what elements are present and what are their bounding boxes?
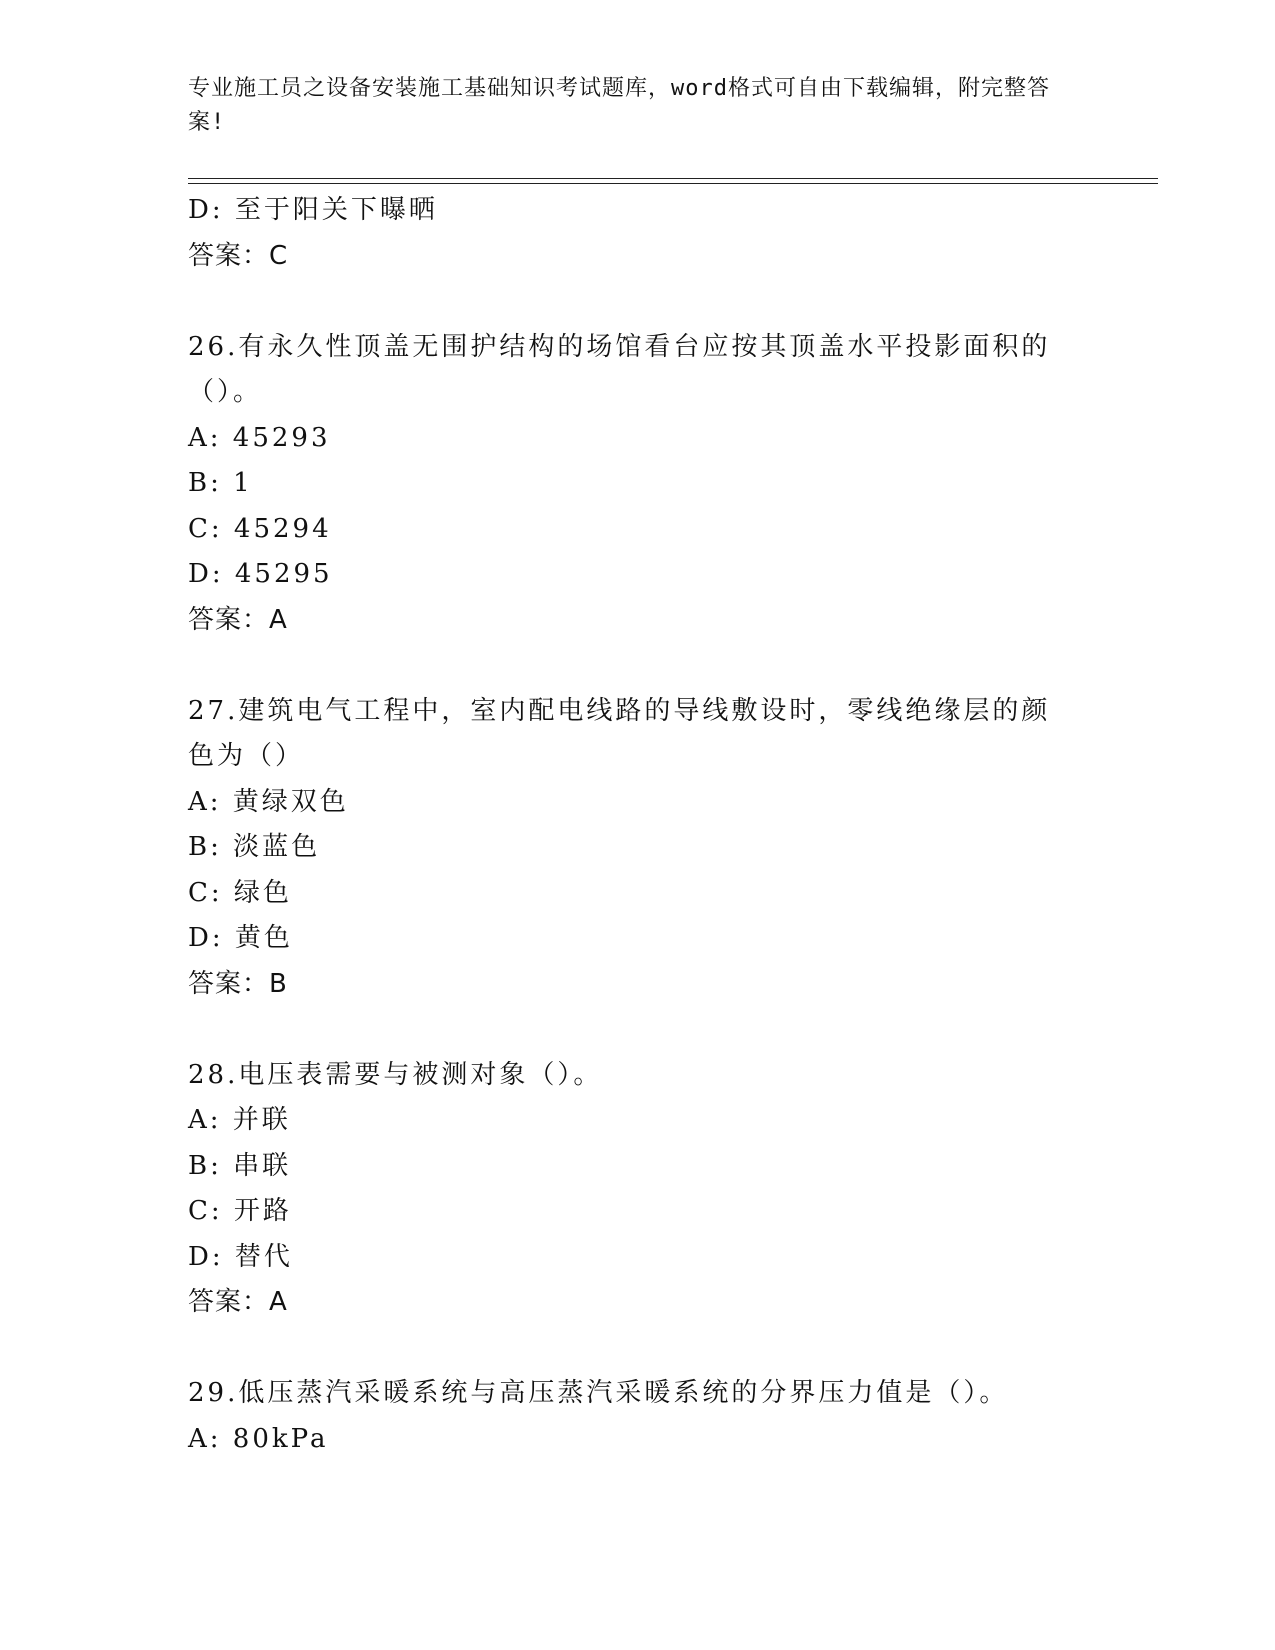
spacer [188,643,1088,689]
question-stem: 26.有永久性顶盖无围护结构的场馆看台应按其顶盖水平投影面积的（）。 [188,331,1051,407]
question-block [188,689,1088,1008]
option-a: A: 80kPa [188,1423,329,1454]
answer-line: 答案：B [188,968,288,999]
option-c: C: 开路 [188,1196,292,1226]
spacer [188,279,1088,325]
option-a: A: 黄绿双色 [188,786,349,817]
option-b: B: 串联 [188,1150,292,1181]
option-d: D: 45295 [188,559,333,589]
document-header: 专业施工员之设备安装施工基础知识考试题库，word格式可自由下载编辑，附完整答案! [188,76,1050,135]
question-block [188,1371,1088,1462]
option-d: D: 黄色 [188,923,293,953]
option-c: C: 绿色 [188,877,292,908]
question-stem: 29.低压蒸汽采暖系统与高压蒸汽采暖系统的分界压力值是（）。 [188,1378,1009,1408]
option-d: D: 至于阳关下曝晒 [188,195,438,225]
option-a: A: 45293 [188,422,331,453]
question-list [188,188,1088,1462]
question-stem: 27.建筑电气工程中，室内配电线路的导线敷设时，零线绝缘层的颜色为（） [188,695,1051,771]
spacer [188,1007,1088,1053]
answer-line: 答案：C [188,240,289,271]
header-divider-bottom [188,183,1158,184]
spacer [188,1326,1088,1372]
option-c: C: 45294 [188,513,332,544]
question-stem: 28.电压表需要与被测对象（）。 [188,1059,603,1090]
question-block [188,1053,1088,1326]
option-a: A: 并联 [188,1105,291,1135]
header-divider-top [188,178,1158,179]
option-b: B: 淡蓝色 [188,832,321,862]
answer-line: 答案：A [188,1287,288,1317]
option-d: D: 替代 [188,1241,293,1272]
question-block [188,325,1088,644]
answer-line: 答案：A [188,604,288,635]
option-b: B: 1 [188,468,253,498]
